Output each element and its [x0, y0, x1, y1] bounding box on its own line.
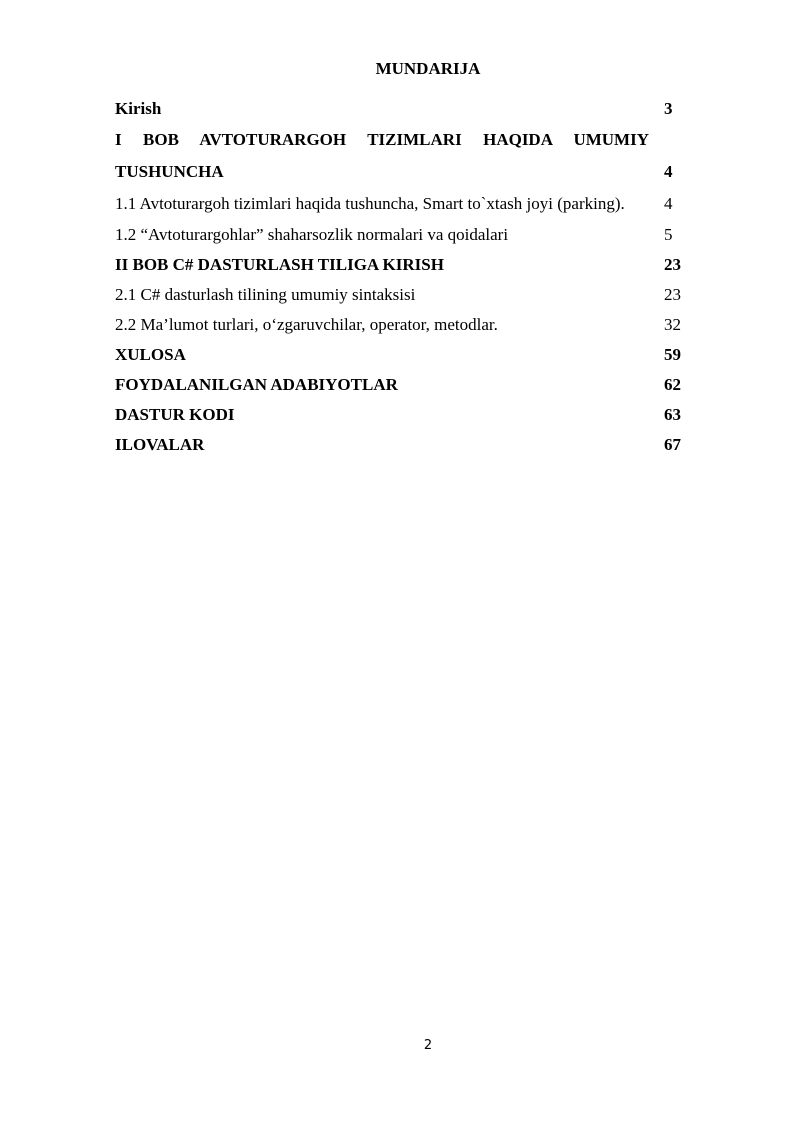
page-title: MUNDARIJA	[375, 59, 481, 78]
toc-entry-page: 63	[664, 405, 681, 424]
toc-entry-text: 1.1 Avtoturargoh tizimlari haqida tushuncha, Smart to`xtash joyi (parking).	[115, 194, 625, 213]
toc-entry-page: 67	[664, 435, 681, 454]
toc-entry-section-2-2[interactable]	[115, 310, 685, 340]
toc-entry-page: 59	[664, 345, 681, 364]
toc-entry-page: 3	[664, 99, 673, 118]
toc-entry-section-1-2[interactable]	[115, 220, 685, 250]
toc-entry-page: 32	[664, 315, 681, 334]
toc-entry-text: 2.1 C# dasturlash tilining umumiy sintaksisi	[115, 285, 416, 304]
toc-entry-text: 1.2 “Avtoturargohlar” shaharsozlik normalari va qoidalari	[115, 225, 509, 244]
toc-entry-text: I BOB AVTOTURARGOH TIZIMLARI HAQIDA UMUMIY TUSHUNCHA	[115, 130, 649, 181]
toc-entry-page: 62	[664, 375, 681, 394]
toc-entry-dastur-kodi[interactable]	[115, 400, 685, 430]
toc-entry-text: DASTUR KODI	[115, 405, 235, 424]
toc-entry-text: FOYDALANILGAN ADABIYOTLAR	[115, 375, 398, 394]
toc-entry-text: Kirish	[115, 99, 162, 118]
toc-entry-page: 23	[664, 255, 681, 274]
toc-entry-chapter-1[interactable]	[115, 124, 685, 188]
toc-entry-kirish[interactable]	[115, 94, 685, 124]
toc-entry-page: 4	[664, 194, 673, 213]
toc-entry-page: 5	[664, 225, 673, 244]
toc-entry-section-2-1[interactable]	[115, 280, 685, 310]
toc-entry-text: XULOSA	[115, 345, 186, 364]
toc-entry-xulosa[interactable]	[115, 340, 685, 370]
toc-entry-text: 2.2 Ma’lumot turlari, o‘zgaruvchilar, operator, metodlar.	[115, 315, 498, 334]
toc-entry-chapter-2[interactable]	[115, 250, 685, 280]
toc-entry-text: ILOVALAR	[115, 435, 205, 454]
table-of-contents	[115, 94, 685, 460]
toc-entry-page: 23	[664, 285, 681, 304]
toc-entry-section-1-1[interactable]	[115, 188, 685, 220]
toc-entry-ilovalar[interactable]	[115, 430, 685, 460]
toc-entry-page: 4	[664, 162, 673, 181]
toc-entry-text: II BOB C# DASTURLASH TILIGA KIRISH	[115, 255, 444, 274]
page-number: 2	[423, 1038, 433, 1053]
toc-entry-adabiyotlar[interactable]	[115, 370, 685, 400]
